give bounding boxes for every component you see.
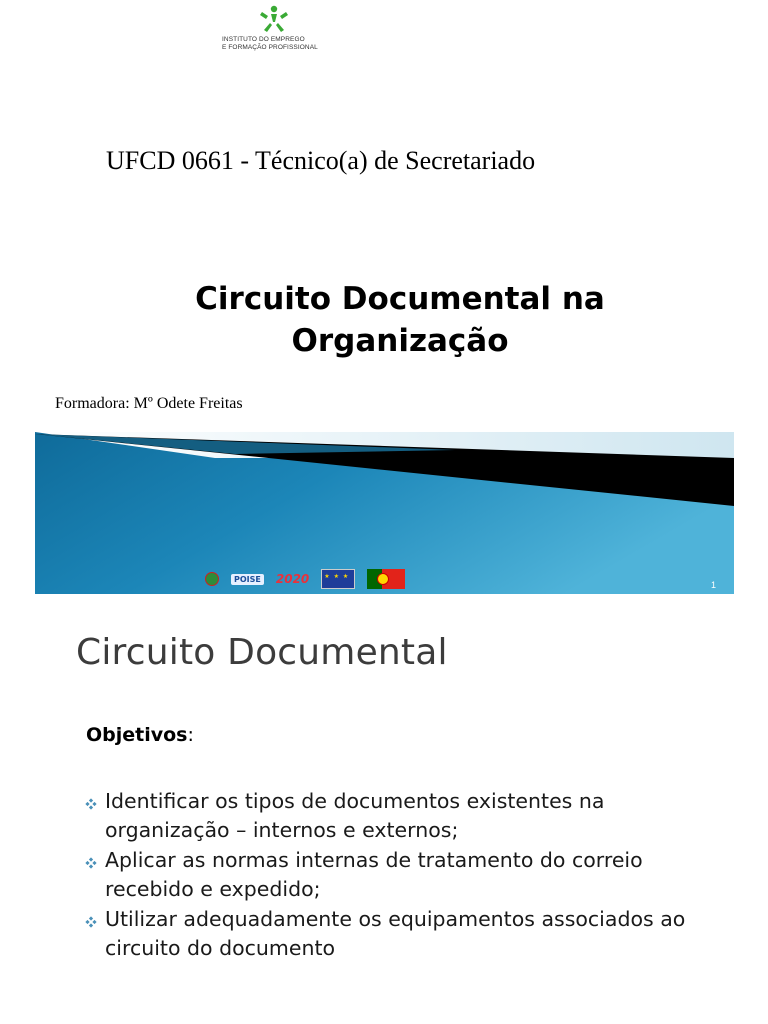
iefp-logo [222,4,332,58]
partner-logos [205,568,405,590]
poise-logo: POISE [231,574,264,585]
bullet-text: Identificar os tipos de documentos existentes na organização – internos e externos; [105,789,605,842]
page-number: 1 [711,580,717,590]
republic-seal-icon [205,572,219,586]
objectives-colon: : [187,724,194,746]
republica-logo [205,572,219,586]
diamond-bullet-icon [85,798,97,810]
logo-text [222,36,332,52]
logo-text-line2: E FORMAÇÃO PROFISSIONAL [222,44,318,51]
objectives-label: Objetivos [86,724,188,746]
list-item [84,905,704,963]
title-line-1: Circuito Documental na [195,281,605,317]
iefp-logo-icon [254,4,294,36]
portugal2020-logo: 2020 [275,572,310,586]
slide2-title: Circuito Documental [76,632,448,673]
presentation-title [100,278,700,362]
slide-2 [0,594,768,1024]
course-title: UFCD 0661 - Técnico(a) de Secretariado [106,146,536,175]
title-line-2: Organização [291,323,509,359]
logo-text-line1: INSTITUTO DO EMPREGO [222,36,305,43]
objectives-heading [86,724,194,746]
bullet-text: Utilizar adequadamente os equipamentos associados ao circuito do documento [105,907,686,960]
trainer-name: Formadora: Mº Odete Freitas [55,395,243,412]
list-item [84,846,704,904]
objectives-list [84,787,704,964]
list-item [84,787,704,845]
bullet-text: Aplicar as normas internas de tratamento do correio recebido e expedido; [105,848,643,901]
portugal-flag-icon [367,569,405,589]
eu-flag-icon [321,569,355,589]
diamond-bullet-icon [85,916,97,928]
decorative-banner [35,432,734,594]
diamond-bullet-icon [85,857,97,869]
